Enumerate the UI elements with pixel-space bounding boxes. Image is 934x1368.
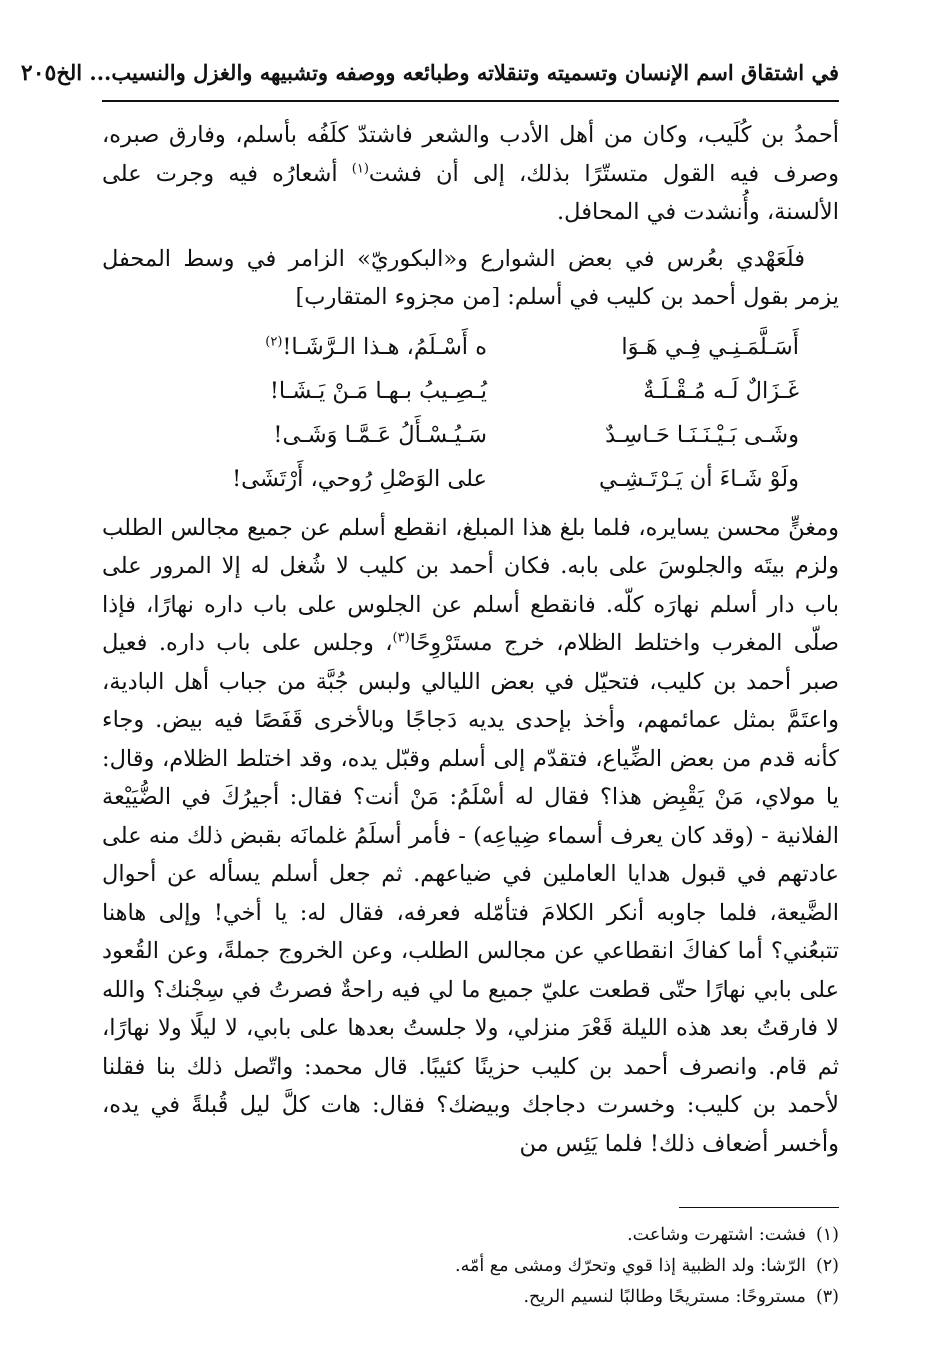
footnote-ref-3: (٣) xyxy=(392,630,410,646)
verse-2-first-hemistich: غَـزَالٌ لَـه مُـقْـلَـةٌ xyxy=(643,377,799,404)
verse-1 xyxy=(102,325,839,369)
footnotes xyxy=(102,1220,839,1313)
verse-3-first-hemistich: وشَـى بَـيْـنَـنَـا حَـاسِـدٌ xyxy=(605,421,799,448)
footnote-2 xyxy=(102,1251,839,1282)
paragraph-1-text: أحمدُ بن كُلَيب، وكان من أهل الأدب والشعر فاشتدّ كلَفُه بأسلم، وفارق صبره، وصرف فيه القول متستّرًا بذلك، إلى أن فشت xyxy=(102,122,840,187)
verse-3 xyxy=(102,413,839,457)
verse-1-second-hemistich xyxy=(207,325,487,369)
footnote-1-text: فشت: اشتهرت وشاعت. xyxy=(627,1225,806,1245)
footnote-3 xyxy=(102,1282,839,1313)
poem xyxy=(102,325,839,501)
footnote-ref-1: (١) xyxy=(351,161,369,176)
footnote-3-text: مستروحًا: مستريحًا وطالبًا لنسيم الريح. xyxy=(523,1287,806,1307)
paragraph-2: فلَعَهْدي بعُرس في بعض الشوارع و«البكوريّ» الزامر في وسط المحفل يزمر بقول أحمد بن كليب في أسلم: [من مجزوء المتقارب] xyxy=(102,245,839,310)
verse-4-first-hemistich: ولَوْ شَـاءَ أن يَـرْتَـشِـي xyxy=(599,465,799,492)
verse-2 xyxy=(102,369,839,413)
footnote-2-number: (٢) xyxy=(815,1256,839,1276)
verse-1-second-text: ه أَسْـلَمُ، هـذا الـرَّشَـا! xyxy=(282,333,487,360)
verse-4-second-hemistich: على الوَصْلِ رُوحي، أَرْتَشَى! xyxy=(232,465,487,492)
header-rule xyxy=(102,100,839,102)
paragraph-3 xyxy=(102,509,839,1164)
verse-1-first-hemistich: أَسَـلَّمَـنِـي فِـي هَـوَا xyxy=(621,333,799,360)
page-number: ٢٠٥ xyxy=(20,60,57,86)
paragraph-1 xyxy=(102,116,839,232)
footnote-1-number: (١) xyxy=(815,1225,839,1245)
header-title: في اشتقاق اسم الإنسان وتسميته وتنقلاته وطبائعه ووصفه وتشبيهه والغزل والنسيب... الخ xyxy=(56,60,839,85)
footnote-3-number: (٣) xyxy=(815,1287,839,1307)
footnote-ref-2: (٢) xyxy=(265,334,283,349)
running-header xyxy=(20,60,839,100)
verse-3-second-hemistich: سَـيُـسْـأَلُ عَـمَّـا وَشَـى! xyxy=(273,421,487,448)
paragraph-1-end: أشعارُه فيه وجرت على الألسنة، وأُنشدت في المحافل. xyxy=(102,160,839,225)
footnote-rule xyxy=(679,1207,839,1208)
footnote-1 xyxy=(102,1220,839,1251)
verse-2-second-hemistich: يُـصِـيبُ بـهـا مَـنْ يَـشَـا! xyxy=(269,377,487,404)
paragraph-3-end: ، وجلس على باب داره. فعيل صبر أحمد بن كليب، فتحيّل في بعض الليالي ولبس جُبَّة من جباب أهل البادية، واعتَمَّ بمثل عمائمهم، وأخذ بإحدى يديه دَجاجًا وبالأخرى قَفَصًا فيه بيض. وجاء كأنه قدم من بعض الضِّياع، فتقدّم إلى أسلم وقبّل يده، وقد اختلط الظلام، وقال: يا مولاي، مَنْ يَقْبِض هذا؟ فقال له أسْلَمُ: مَنْ أنت؟ فقال: أجيرُكَ في الضُّيَيْعة الفلانية - (وقد كان يعرف أسماء ضِياعِه) - فأمر أسلَمُ غلمانَه بقبض ذلك منه على عادتهم في قبول هدايا العاملين في ضياعهم. ثم جعل أسلم يسأله عن أحوال الضَّيعة، فلما جاوبه أنكر الكلامَ فتأمّله فعرفه، فقال له: يا أخي! وإلى هاهنا تتبعُني؟ أما كفاكَ انقطاعي عن مجالس الطلب، وعن الخروج جملةً، وعن القُعود على بابي نهارًا حتّى قطعت عليّ جميع ما لي فيه راحةٌ فصرتُ في سِجْنك؟ والله لا فارقتُ بعد هذه الليلة قَعْرَ منزلي، ولا جلستُ بعدها على بابي، لا ليلًا ولا نهارًا، ثم قام. وانصرف أحمد بن كليب حزينًا كئيبًا. قال محمد: واتّصل ذلك بنا فقلنا لأحمد بن كليب: وخسرت دجاجك وبيضك؟ فقال: هات كلَّ ليل قُبلةً في يده، وأخسر أضعاف ذلك! فلما يَئِس من xyxy=(102,630,839,1157)
verse-4 xyxy=(102,457,839,501)
footnote-2-text: الرّشا: ولد الظبية إذا قوي وتحرّك ومشى مع أمّه. xyxy=(455,1256,806,1276)
paragraph-3-text: ومغنٍّ محسن يسايره، فلما بلغ هذا المبلغ، انقطع أسلم عن جميع مجالس الطلب ولزم بيتَه والجلوسَ على بابه. فكان أحمد بن كليب لا شُغل له إلا المرور على باب دار أسلم نهارَه كلّه. فانقطع أسلم عن الجلوس على باب داره نهارًا، فإذا صلّى المغرب واختلط الظلام، خرج مستَرْوِحًا xyxy=(102,514,839,656)
